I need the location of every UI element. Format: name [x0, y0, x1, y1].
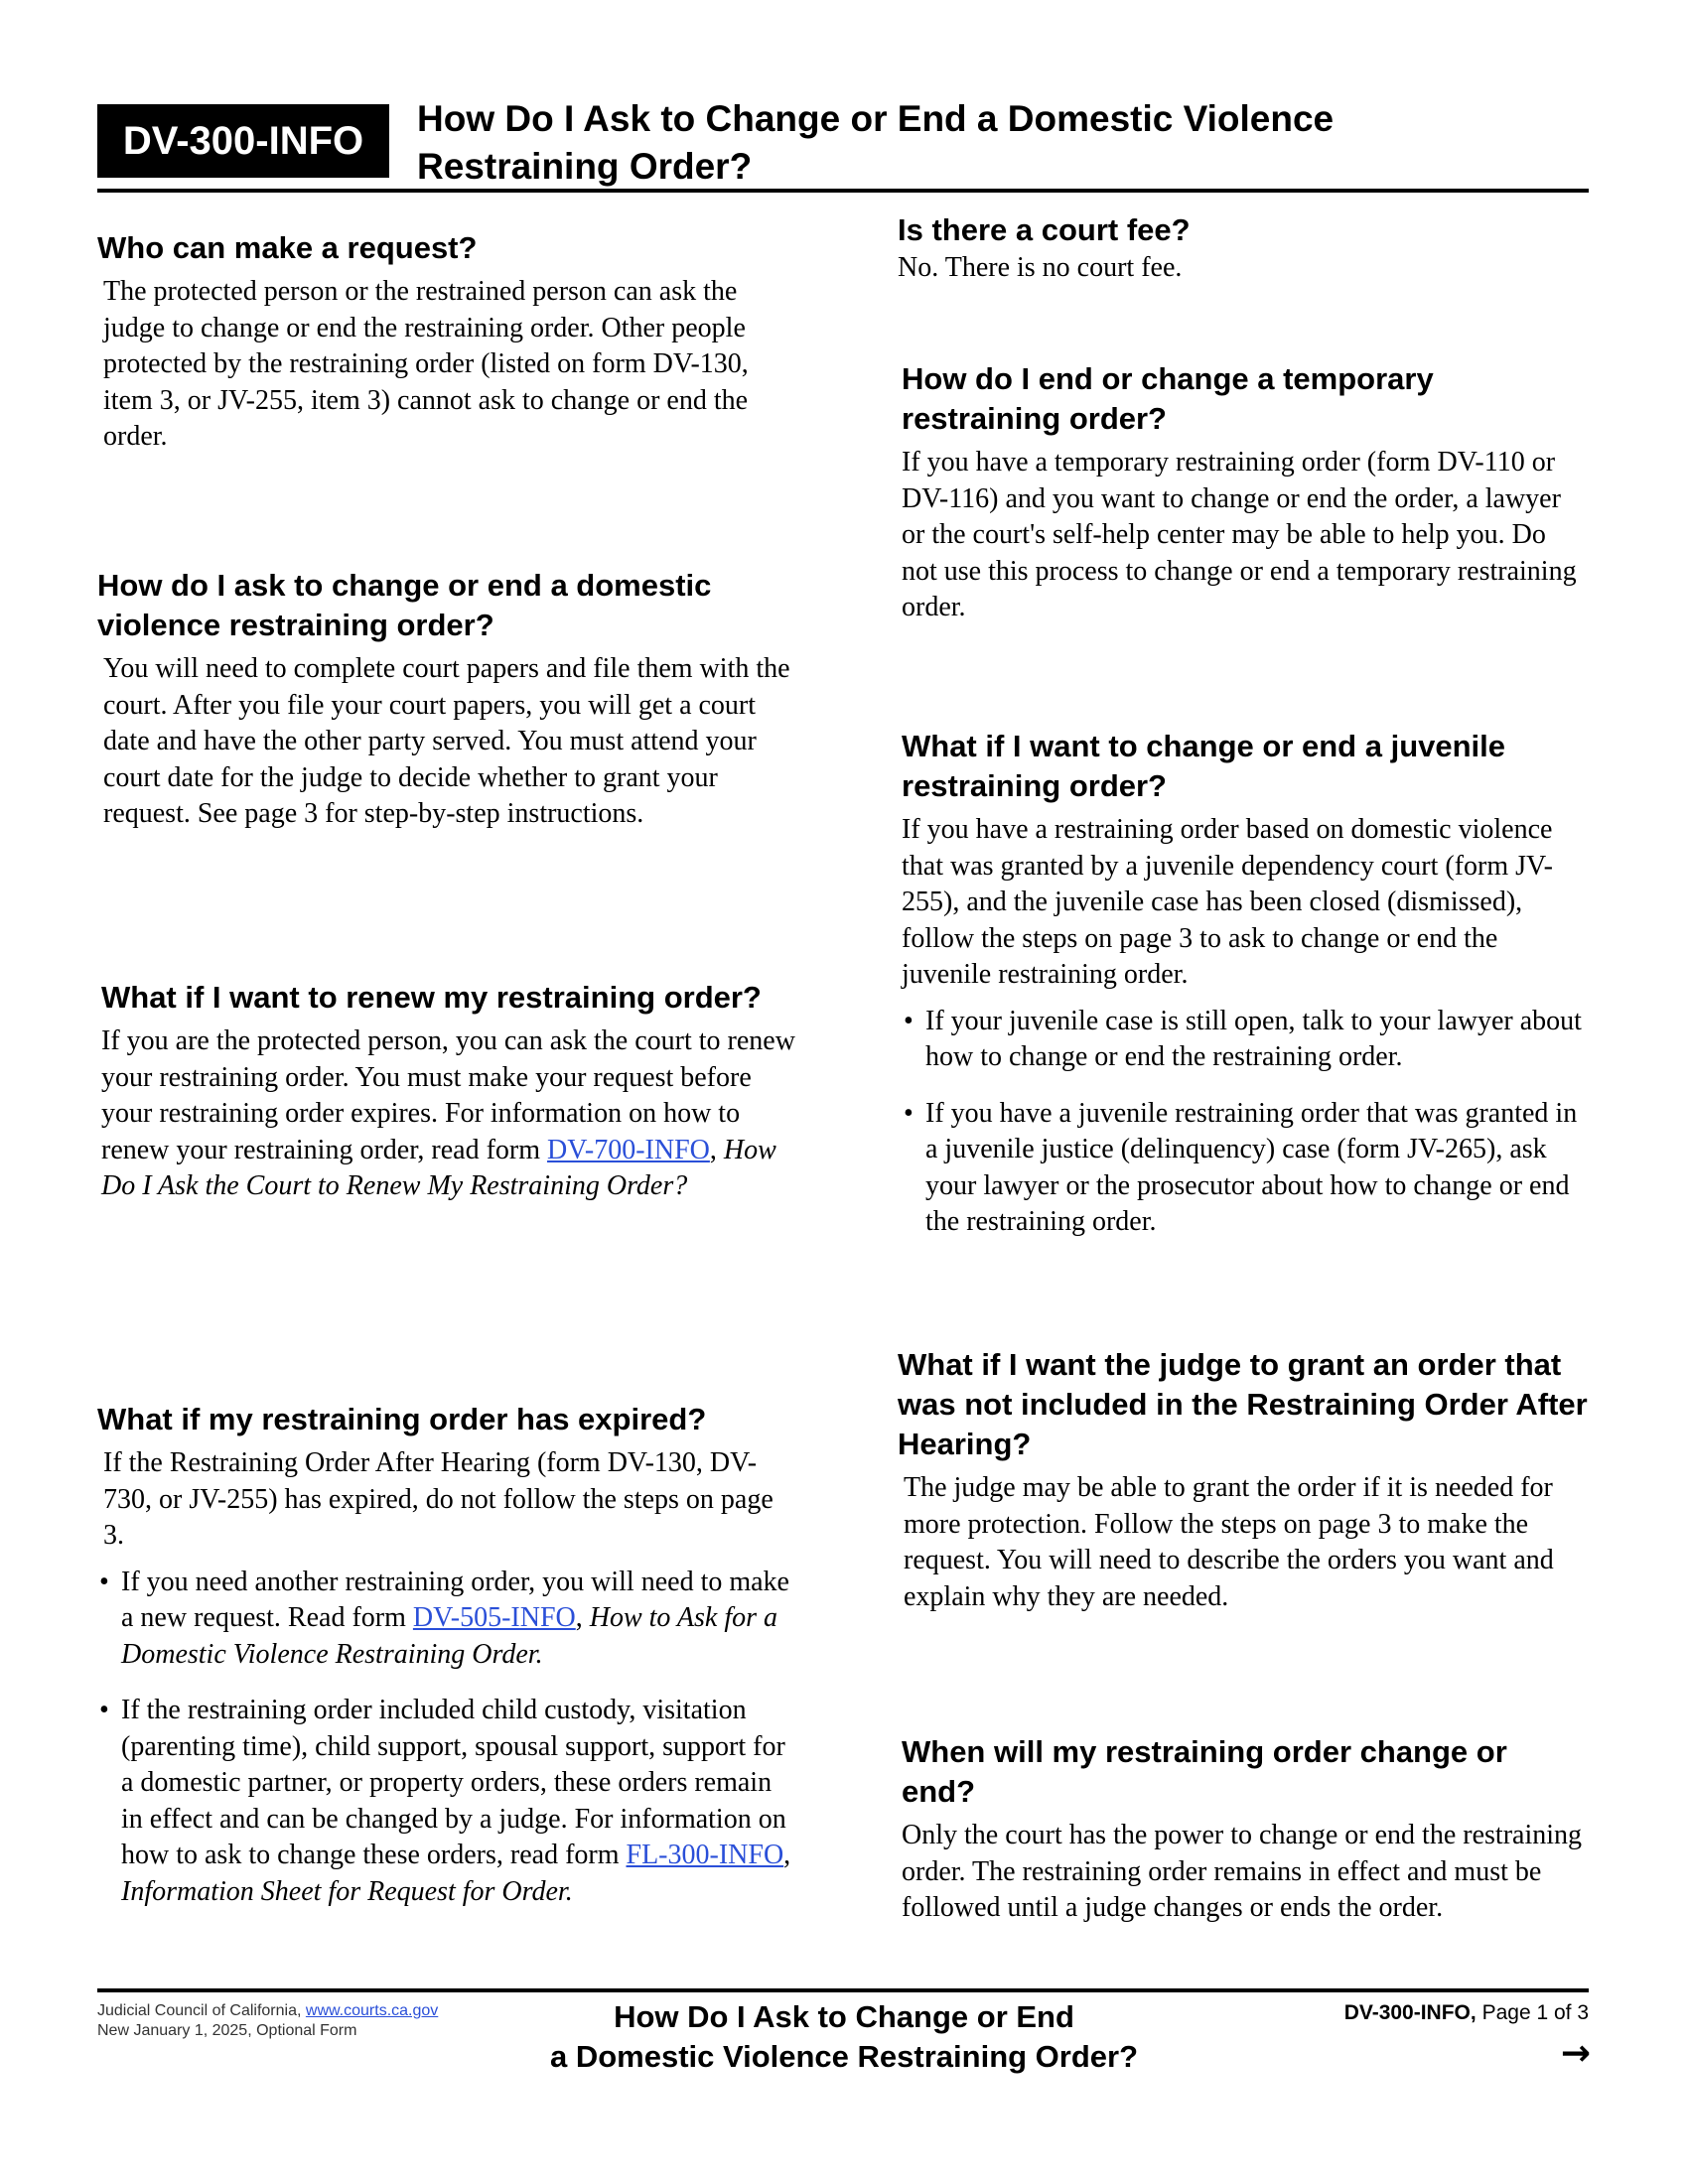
section-juvenile-order — [902, 727, 1587, 1261]
section-heading: Who can make a request? — [97, 230, 478, 265]
section-body: Only the court has the power to change or end the restraining order. The restraining order remains in effect and must be followed until a judge changes or ends the order. — [902, 1820, 1583, 1923]
footer-form-code: DV-300-INFO, — [1343, 2001, 1477, 2024]
section-heading: What if I want to renew my restraining order? — [101, 980, 762, 1015]
section-body: If you have a restraining order based on domestic violence that was granted by a juvenile dependency court (form JV-255), and the juvenile case has been closed (dismissed), follow the steps on page 3 to ask to change or end the juvenile restraining order. — [902, 814, 1553, 990]
section-heading: What if I want to change or end a juvenile restraining order? — [902, 729, 1506, 803]
section-who-can-request — [97, 228, 792, 456]
section-body: If you are the protected person, you can ask the court to renew your restraining order. You must make your request before your restraining order expires. For information on how to renew your restraining order, read form DV-700-INFO, How Do I Ask the Court to Renew My Restraining Order? — [101, 1025, 795, 1201]
list-item: • If your juvenile case is still open, talk to your lawyer about how to change or end the restraining order. — [904, 1005, 1582, 1072]
section-body: If you have a temporary restraining order (form DV-110 or DV-116) and you want to change or end the order, a lawyer or the court's self-help center may be able to help you. Do not use this process to change or end a temporary restraining order. — [902, 447, 1577, 622]
fl-300-info-link[interactable]: FL-300-INFO — [626, 1840, 784, 1870]
section-expired — [97, 1400, 792, 1930]
courts-website-link[interactable]: www.courts.ca.gov — [305, 2002, 439, 2019]
section-temporary-order — [902, 359, 1587, 626]
section-body: You will need to complete court papers and file them with the court. After you file your court papers, you will get a court date and have the other party served. You must attend your court date for the judge to decide whether to grant your request. See page 3 for step-by-step instructions. — [103, 653, 790, 829]
dv-700-info-link[interactable]: DV-700-INFO — [547, 1134, 710, 1165]
section-heading: What if I want the judge to grant an order that was not included in the Restraining Order After Hearing? — [898, 1347, 1588, 1461]
section-how-to-change — [97, 566, 792, 833]
section-heading: When will my restraining order change or end? — [902, 1734, 1507, 1809]
footer-publisher: Judicial Council of California, www.courts.ca.gov New January 1, 2025, Optional Form — [97, 2002, 439, 2039]
section-renew — [101, 978, 796, 1205]
section-order-not-included — [898, 1345, 1593, 1615]
section-heading: How do I ask to change or end a domestic violence restraining order? — [97, 568, 712, 642]
section-court-fee — [898, 210, 1593, 287]
page-number: Page 1 of 3 — [1481, 2001, 1589, 2024]
section-heading: How do I end or change a temporary restraining order? — [902, 361, 1434, 436]
section-body: If the Restraining Order After Hearing (form DV-130, DV-730, or JV-255) has expired, do not follow the steps on page 3. — [103, 1447, 774, 1551]
form-code-badge: DV-300-INFO — [97, 104, 389, 178]
section-body: The protected person or the restrained person can ask the judge to change or end the restraining order. Other people protected by the restraining order (listed on form DV-130, item 3, or JV-255, item 3) cannot ask to change or end the order. — [103, 276, 749, 452]
list-item: • If you have a juvenile restraining order that was granted in a juvenile justice (delinquency) case (form JV-265), ask your lawyer or the prosecutor about how to change or end the restraining order. — [904, 1097, 1578, 1237]
page-title-line-2: Restraining Order? — [417, 146, 753, 187]
next-page-arrow-icon: → — [1560, 2033, 1591, 2074]
footer-title: How Do I Ask to Change or End a Domestic Violence Restraining Order? — [549, 1999, 1139, 2074]
section-body: No. There is no court fee. — [898, 252, 1183, 283]
list-item: • If the restraining order included child custody, visitation (parenting time), child support, spousal support, support for a domestic partner, or property orders, these orders remain in effect and can be changed by a judge. For information on how to ask to change these orders, read form FL-300-INFO, Information Sheet for Request for Order. — [99, 1695, 791, 1907]
footer-divider — [97, 1988, 1589, 1992]
page-title — [417, 95, 1589, 191]
page-title-line-1: How Do I Ask to Change or End a Domestic Violence — [417, 98, 1335, 139]
header-divider — [97, 189, 1589, 193]
bullet-list — [902, 1004, 1587, 1241]
section-heading: Is there a court fee? — [898, 212, 1191, 247]
section-when-change-end — [902, 1732, 1587, 1927]
list-item: • If you need another restraining order, you will need to make a new request. Read form DV-505-INFO, How to Ask for a Domestic Violence Restraining Order. — [99, 1566, 789, 1670]
bullet-list — [97, 1565, 792, 1911]
dv-505-info-link[interactable]: DV-505-INFO — [412, 1602, 576, 1633]
section-heading: What if my restraining order has expired? — [97, 1402, 707, 1436]
section-body: The judge may be able to grant the order if it is needed for more protection. Follow the steps on page 3 to make the request. You will need to describe the orders you want and explain why they are needed. — [904, 1472, 1554, 1612]
footer-page-info — [1344, 1999, 1589, 2027]
